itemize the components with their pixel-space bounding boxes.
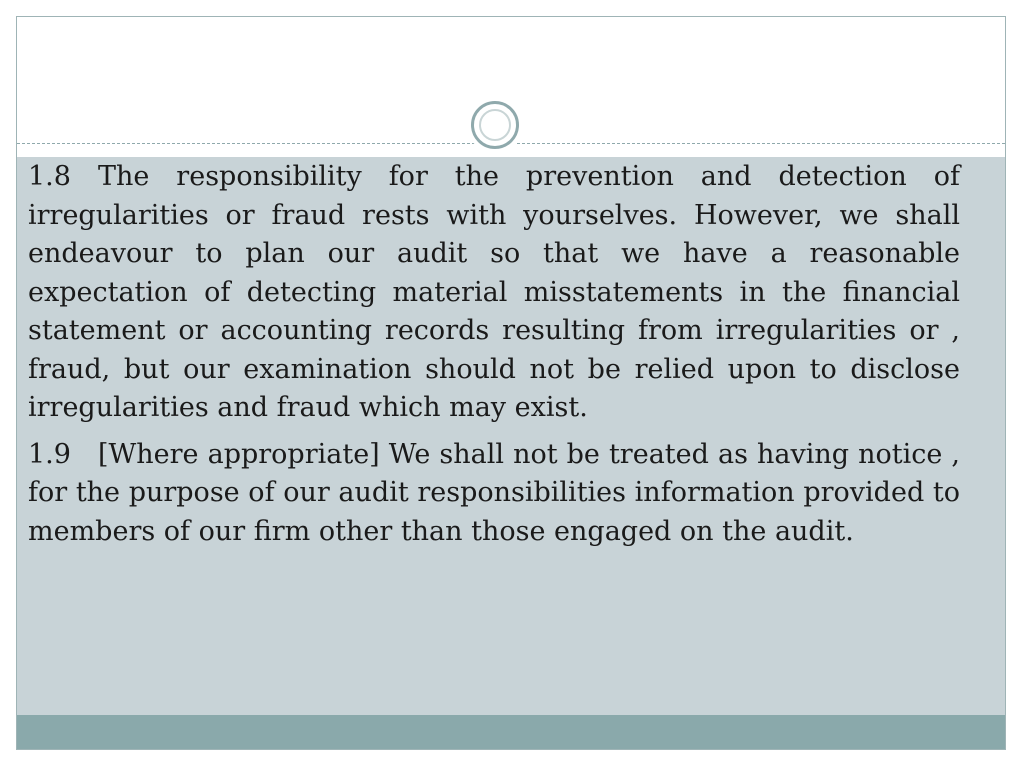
- paragraph-1-9: [28, 436, 960, 552]
- paragraph-1-8: [28, 158, 960, 428]
- paragraph-number: 1.9: [28, 438, 71, 470]
- body-text: [28, 158, 960, 559]
- outer-ring: [471, 101, 519, 149]
- inner-ring: [479, 109, 511, 141]
- paragraph-text: The responsibility for the prevention and detection of irregularities or fraud rests with yourselves. However, we shall endeavour to plan our audit so that we have a reasonable expectation of detecting material misstatements in the financial statement or accounting records resulting from irregularities or , fraud, but our examination should not be relied upon to disclose irregularities and fraud which may exist.: [28, 161, 960, 423]
- circle-ornament-icon: [467, 97, 523, 153]
- paragraph-text: [Where appropriate] We shall not be treated as having notice , for the purpose of our audit responsibilities information provided to members of our firm other than those engaged on the audit.: [28, 438, 960, 547]
- footer-band: [17, 715, 1005, 750]
- paragraph-number: 1.8: [28, 161, 71, 192]
